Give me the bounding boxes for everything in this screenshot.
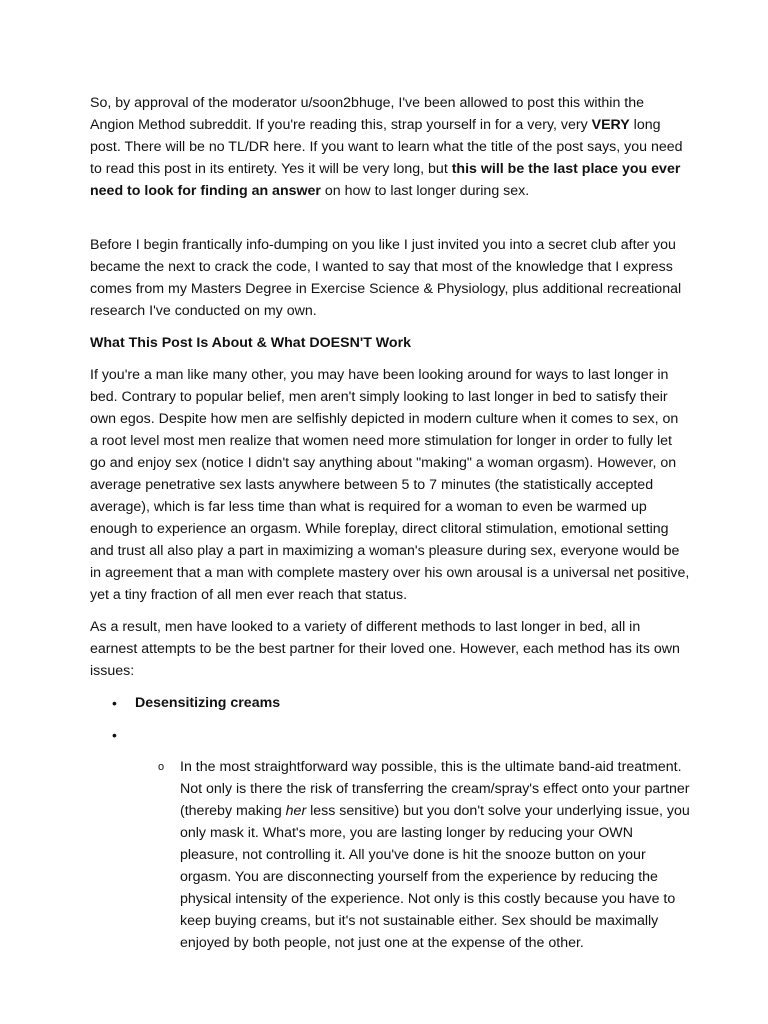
intro-text-3: on how to last longer during sex. — [320, 183, 530, 199]
sub-list — [90, 756, 690, 954]
background-paragraph: Before I begin frantically info-dumping on you like I just invited you into a secret club after you became the next to crack the code, I wanted to say that most of the knowledge that I express comes from my Masters Degree in Exercise Science & Physiology, plus additional recreational research I've conducted on my own. — [90, 237, 682, 319]
bullet-icon: • — [112, 695, 117, 711]
list-item-label: Desensitizing creams — [135, 695, 281, 711]
sub-item-text-2: less sensitive) but you don't solve your underlying issue, you only mask it. What's more, you are lasting longer by reducing your OWN pleasure, not controlling it. All you've done is hit the snooze button on your orgasm. You are disconnecting yourself from the experience by reducing the physical intensity of the experience. Not only is this costly because you have to keep buying creams, but it's not sustainable either. Sex should be maximally enjoyed by both people, not just one at the expense of the other. — [180, 803, 690, 951]
intro-bold-very: VERY — [591, 117, 630, 133]
about-paragraph: If you're a man like many other, you may have been looking around for ways to last longer in bed. Contrary to popular belief, men aren't simply looking to last longer in bed to satisfy their own egos. Despite how men are selfishly depicted in modern culture when it comes to sex, on a root level most men realize that women need more stimulation for longer in order to fully let go and enjoy sex (notice I didn't say anything about "making" a woman orgasm). However, on average penetrative sex lasts anywhere between 5 to 7 minutes (the statistically accepted average), which is far less time than what is required for a woman to even be warmed up enough to experience an orgasm. While foreplay, direct clitoral stimulation, emotional setting and trust all also play a part in maximizing a woman's pleasure during sex, everyone would be in agreement that a man with complete mastery over his own arousal is a universal net positive, yet a tiny fraction of all men ever reach that status. — [90, 367, 690, 603]
methods-list — [90, 692, 690, 746]
section-heading: What This Post Is About & What DOESN'T Work — [90, 335, 412, 351]
intro-text-1: So, by approval of the moderator u/soon2bhuge, I've been allowed to post this within the Angion Method subreddit. If you're reading this, strap yourself in for a very, very — [90, 95, 645, 133]
intro-bold-statement: this will be the last place you ever need to look for finding an answer — [90, 161, 681, 199]
sub-item-text-1: In the most straightforward way possible, this is the ultimate band-aid treatment. Not only is there the risk of transferring the cream/spray's effect onto your partner (thereby making — [180, 759, 690, 819]
methods-paragraph: As a result, men have looked to a variety of different methods to last longer in bed, all in earnest attempts to be the best partner for their loved one. However, each method has its own issues: — [90, 619, 680, 679]
hollow-circle-bullet-icon: o — [158, 761, 165, 773]
sub-list-item — [90, 756, 690, 954]
intro-text-2: long post. There will be no TL/DR here. If you want to learn what the title of the post says, you need to read this post in its entirety. Yes it will be very long, but — [90, 117, 683, 177]
list-item — [90, 692, 690, 714]
intro-paragraph — [90, 92, 690, 202]
document-body — [90, 92, 690, 954]
bullet-icon: • — [112, 727, 117, 743]
sub-item-italic-her: her — [285, 803, 307, 819]
list-item-empty — [90, 724, 690, 746]
